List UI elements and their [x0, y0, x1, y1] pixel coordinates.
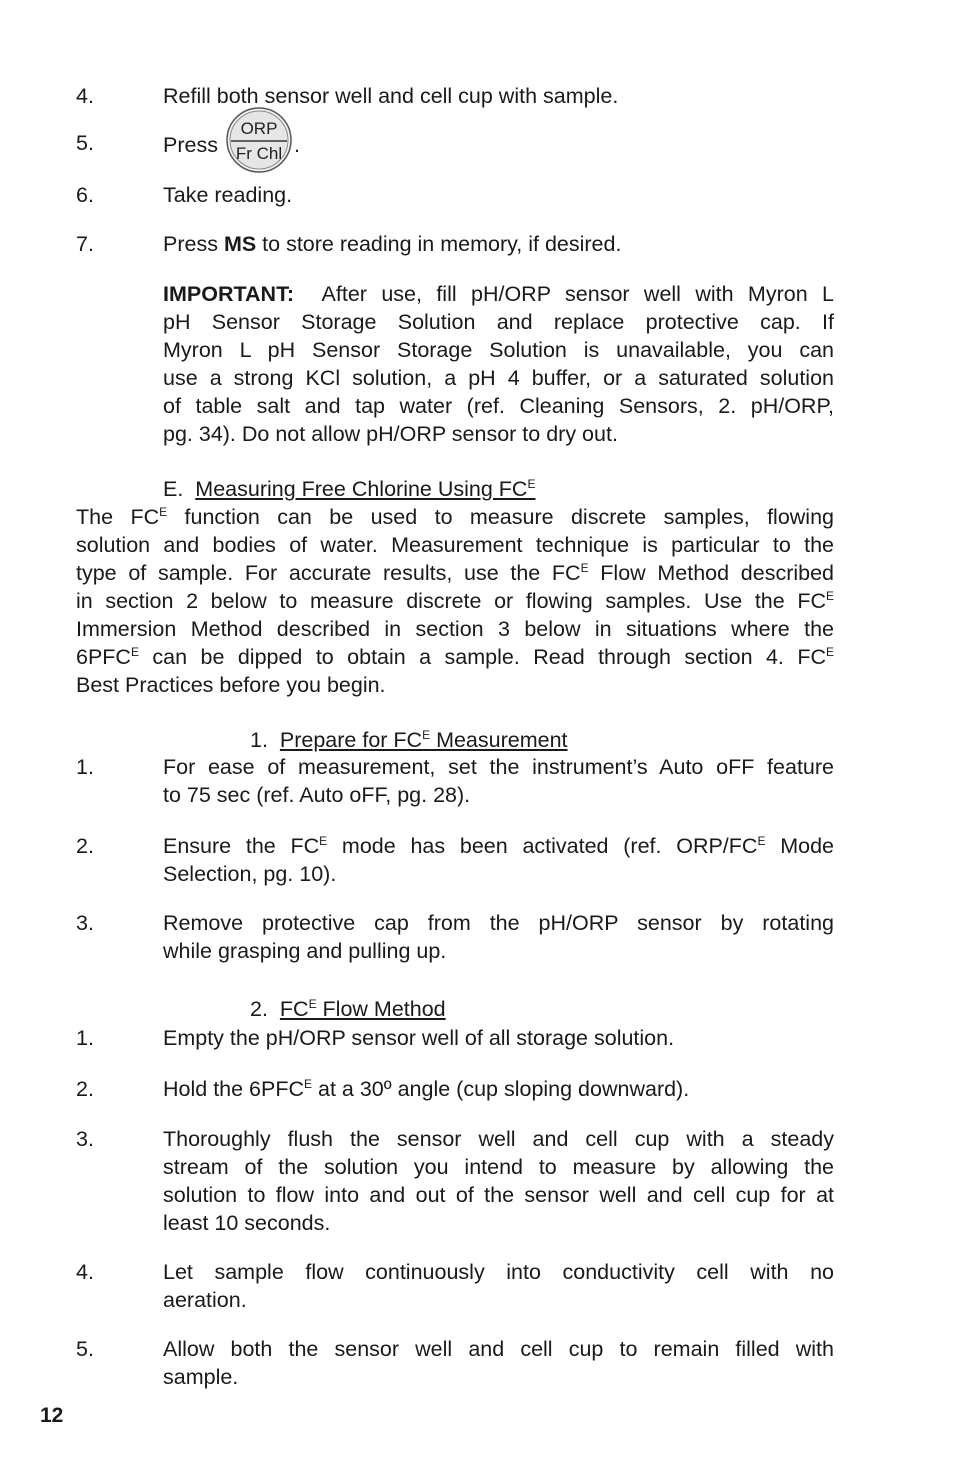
list-item-text: Remove protective cap from the pH/ORP sensor by rotating while grasping and pulling up.: [163, 911, 834, 963]
list-item-text: Refill both sensor well and cell cup with sample.: [163, 84, 619, 108]
list-item-text: Empty the pH/ORP sensor well of all storage solution.: [163, 1026, 675, 1050]
list-item-text: Thoroughly flush the sensor well and cell cup with a steady stream of the solution you intend to measure by allowing the solution to flow into and out of the sensor well and cell cup for at least 10 seconds.: [163, 1127, 834, 1235]
list-item-text: Let sample flow continuously into conductivity cell with no aeration.: [163, 1260, 834, 1312]
list-number: 4.: [76, 84, 94, 108]
list-number: 2.: [76, 1077, 94, 1101]
list-item-text: Allow both the sensor well and cell cup to remain filled with sample.: [163, 1337, 834, 1389]
list-item-text: Hold the $6PFC^E$ at a 30º angle (cup sloping downward).: [163, 1077, 690, 1101]
ms-key-label: MS: [223, 232, 257, 256]
list-number: 3.: [76, 1127, 94, 1151]
subsection-2-heading: 2. $FC^E$ Flow Method: [250, 997, 446, 1021]
orp-fr-chl-button-icon: [224, 107, 294, 173]
list-item-press-button: [163, 112, 834, 178]
button-bottom-text: Fr Chl: [235, 144, 283, 164]
list-number: 4.: [76, 1260, 94, 1284]
page-number: 12: [40, 1404, 64, 1427]
list-number: 1.: [76, 755, 94, 779]
list-item-text: For ease of measurement, set the instrument’s Auto oFF feature to 75 sec (ref. Auto oFF, pg. 28).: [163, 755, 834, 807]
list-number: 3.: [76, 911, 94, 935]
list-number: 7.: [76, 232, 94, 256]
list-item-text: Take reading.: [163, 183, 293, 207]
section-e-paragraph: The $FC^E$ function can be used to measure discrete samples, flowing solution and bodies of water. Measurement technique is particular to the type of sample. For accurate results, use the $FC^E$ Flow Method described in section 2 below to measure discrete or flowing samples. Use the $FC^E$ Immersion Method described in section 3 below in situations where the $6PFC^E$ can be dipped to obtain a sample. Read through section 4. $FC^E$ Best Practices before you begin.: [76, 505, 835, 697]
list-item-text: Press MS to store reading in memory, if desired.: [163, 232, 622, 256]
important-note: IMPORTANT: After use, fill pH/ORP sensor well with Myron L pH Sensor Storage Solution and replace protective cap. If Myron L pH Sensor Storage Solution is unavailable, you can use a strong KCl solution, a pH 4 buffer, or a saturated solution of table salt and tap water (ref. Cleaning Sensors, 2. pH/ORP, pg. 34). Do not allow pH/ORP sensor to dry out.: [163, 282, 834, 446]
subsection-1-heading: 1. Prepare for $FC^E$ Measurement: [250, 728, 568, 752]
important-label: IMPORTANT:: [163, 282, 294, 306]
list-number: 5.: [76, 1337, 94, 1361]
list-number: 5.: [76, 131, 94, 155]
list-number: 2.: [76, 834, 94, 858]
button-top-text: ORP: [240, 119, 278, 139]
press-label: Press: [163, 133, 218, 157]
press-period: .: [293, 133, 300, 157]
list-number: 6.: [76, 183, 94, 207]
list-number: 1.: [76, 1026, 94, 1050]
list-item-text: Ensure the $FC^E$ mode has been activated (ref. ORP/$FC^E$ Mode Selection, pg. 10).: [163, 834, 834, 886]
section-e-heading: E. Measuring Free Chlorine Using $FC^E$: [163, 477, 536, 501]
